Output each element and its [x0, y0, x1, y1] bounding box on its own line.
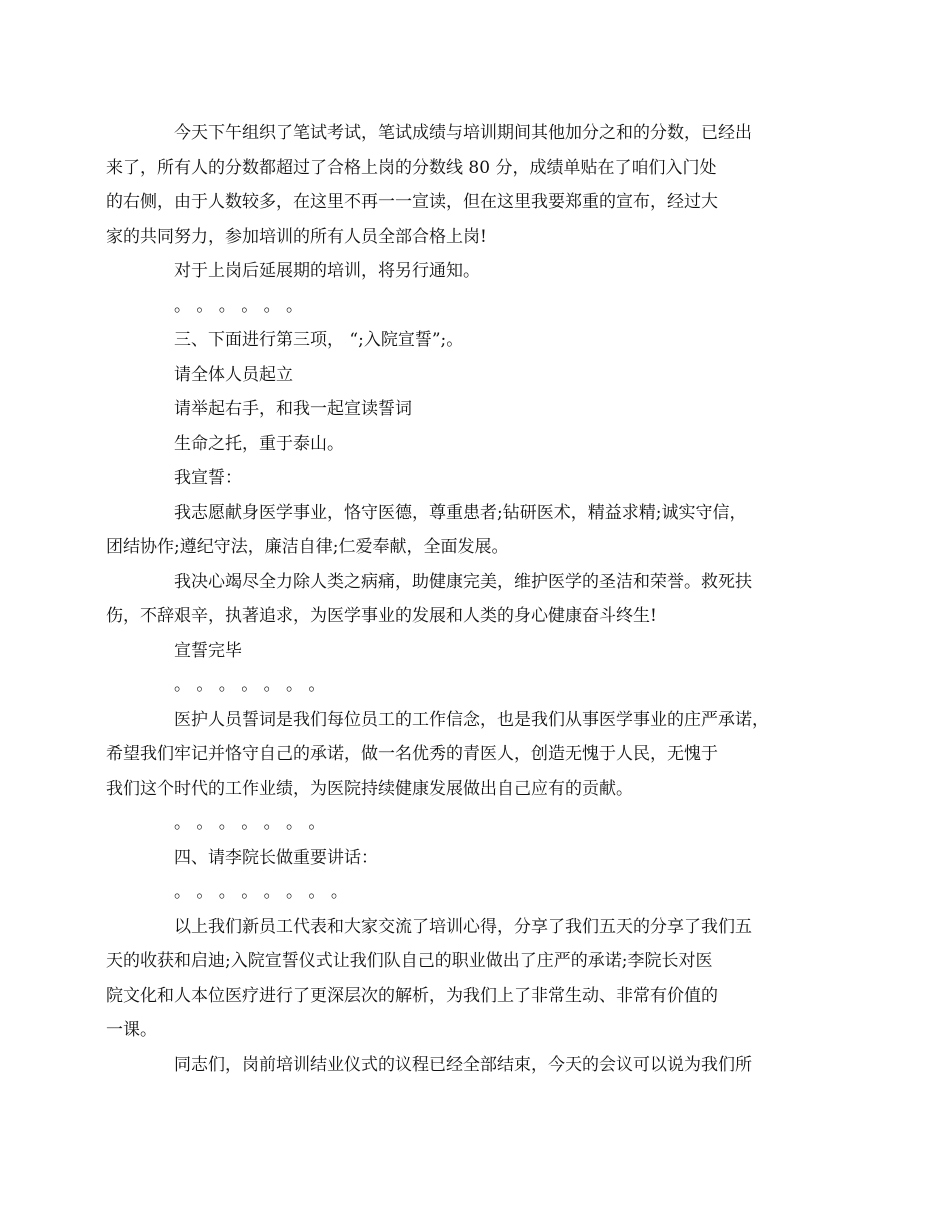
text-line: 请举起右手，和我一起宣读誓词 [174, 399, 412, 419]
ellipsis-marks [140, 875, 820, 910]
text-line: 今天下午组织了笔试考试，笔试成绩与培训期间其他加分之和的分数，已经出 [174, 123, 752, 143]
text-line: 团结协作;遵纪守法，廉洁自律;仁爱奉献，全面发展。 [106, 537, 509, 557]
oath-intro [140, 461, 820, 496]
ellipsis-marks [140, 289, 820, 324]
text-line: 家的共同努力，参加培训的所有人员全部合格上岗! [106, 226, 487, 247]
text-line: 天的收获和启迪;入院宣誓仪式让我们队自己的职业做出了庄严的承诺;李院长对医 [106, 951, 713, 971]
text-line: 。 。 。 。 。 。 。 。 [174, 882, 348, 902]
text-line: 院文化和人本位医疗进行了更深层次的解析，为我们上了非常生动、非常有价值的 [106, 985, 718, 1006]
text-line: 生命之托，重于泰山。 [174, 433, 344, 454]
oath-line [140, 427, 820, 462]
oath-paragraph-1 [106, 496, 820, 565]
text-line: 来了，所有人的分数都超过了合格上岗的分数线 80 分，成绩单贴在了咱们入门处 [106, 157, 717, 178]
text-line: 我志愿献身医学事业，恪守医德，尊重患者;钻研医术，精益求精;诚实守信， [174, 502, 747, 523]
text-line: 一课。 [106, 1020, 157, 1040]
text-line: 。 。 。 。 。 。 [174, 295, 304, 316]
text-line: 请全体人员起立 [174, 364, 293, 385]
paragraph-closing [140, 1048, 820, 1083]
ellipsis-marks [140, 668, 820, 703]
section-four-heading [140, 841, 820, 876]
text-line: 我宣誓： [174, 468, 242, 488]
text-line: 我们这个时代的工作业绩，为医院持续健康发展做出自己应有的贡献。 [106, 778, 633, 799]
paragraph-summary [106, 910, 820, 1048]
document-body [106, 116, 820, 1082]
text-line: 同志们，岗前培训结业仪式的议程已经全部结束，今天的会议可以说为我们所 [174, 1054, 752, 1075]
text-line: 我决心竭尽全力除人类之病痛，助健康完美，维护医学的圣洁和荣誉。救死扶 [174, 571, 752, 592]
text-line: 四、请李院长做重要讲话： [174, 847, 378, 868]
text-line: 三、下面进行第三项， “;入院宣誓”;。 [174, 330, 464, 350]
text-line: 对于上岗后延展期的培训，将另行通知。 [174, 261, 480, 281]
text-line: 伤，不辞艰辛，执著追求，为医学事业的发展和人类的身心健康奋斗终生! [106, 606, 657, 626]
oath-paragraph-2 [106, 565, 820, 634]
paragraph-oath-meaning [106, 703, 820, 807]
text-line: 希望我们牢记并恪守自己的承诺，做一名优秀的青医人，创造无愧于人民，无愧于 [106, 744, 718, 764]
paragraph-exam-results [106, 116, 820, 254]
text-line: 的右侧，由于人数较多，在这里不再一一宣读，但在这里我要郑重的宣布，经过大 [106, 192, 718, 212]
text-line: 以上我们新员工代表和大家交流了培训心得，分享了我们五天的分享了我们五 [174, 916, 752, 937]
oath-complete [140, 634, 820, 669]
text-line: 。 。 。 。 。 。 。 [174, 813, 326, 833]
instruction-raise-hand [140, 392, 820, 427]
text-line: 。 。 。 。 。 。 。 [174, 675, 326, 695]
text-line: 医护人员誓词是我们每位员工的工作信念，也是我们从事医学事业的庄严承诺， [174, 709, 769, 730]
ellipsis-marks [140, 806, 820, 841]
text-line: 宣誓完毕 [174, 640, 242, 661]
paragraph-notice [140, 254, 820, 289]
section-three-heading [140, 323, 820, 358]
instruction-stand [140, 358, 820, 393]
